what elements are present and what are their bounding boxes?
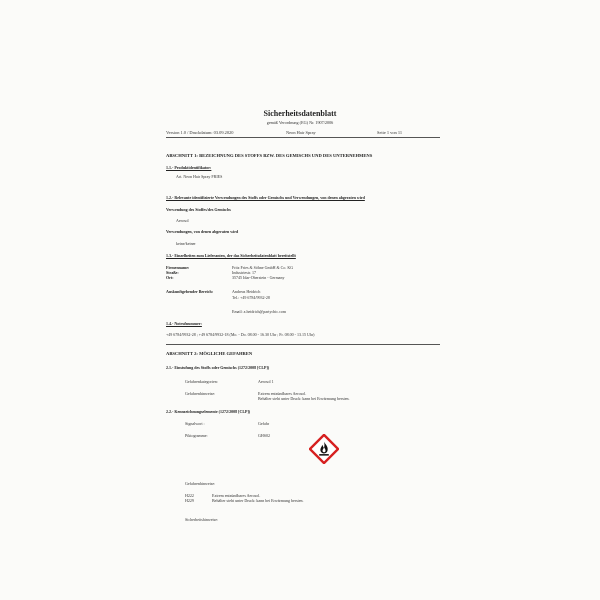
safety-statements-label: Sicherheitshinweise: — [185, 517, 219, 522]
s12-title: 1.2.- Relevante identifizierte Verwendungen des Stoffs oder Gemischs und Verwendungen, von denen abgeraten wird — [166, 195, 365, 200]
category-label: Gefahrenkategorien: — [185, 379, 218, 384]
s14-title: 1.4.- Notrufnummer: — [166, 321, 202, 326]
s11-value: Art. Neon Hair Spray FRIES — [176, 174, 223, 179]
signal-label: Signalwort : — [185, 421, 205, 426]
version-info: Version 1.0 / Druckdatum: 03.09.2020 — [166, 130, 234, 135]
street-value: Industriestr. 17 — [232, 270, 256, 275]
hazard-statements-label: Gefahrenhinweise: — [185, 481, 216, 486]
contact-name: Andreas Heidrich — [232, 289, 261, 294]
s13-title: 1.3.- Einzelheiten zum Lieferanten, der das Sicherheitsdatenblatt bereitstellt — [166, 253, 296, 258]
use-label: Verwendung des Stoffes/des Gemischs — [166, 207, 231, 212]
product-name-header: Neon Hair Spray — [286, 130, 316, 135]
street-label: Straße: — [166, 270, 179, 275]
section-divider — [166, 344, 440, 345]
hint-label: Gefahrenhinweise: — [185, 391, 216, 396]
h229-text: Behälter steht unter Druck: kann bei Erwärmung bersten. — [212, 498, 304, 503]
firm-value: Fritz Fries & Söhne GmbH & Co. KG — [232, 265, 294, 270]
city-value: 35745 Idar-Oberstein - Germany — [232, 275, 285, 280]
s14-value: +49 6784/9932-28 ; +49 6784/9932-18 (Mo. - Do. 08.00 - 16.30 Uhr ; Fr. 08.00 - 13.15 Uhr) — [166, 332, 315, 337]
s22-title: 2.2.- Kennzeichnungselemente (1272/2008 [CLP]) — [166, 409, 251, 414]
s21-title: 2.1.- Einstufung des Stoffs oder Gemischs (1272/2008 [CLP]) — [166, 365, 270, 370]
use-value: Aerosol — [176, 218, 189, 223]
h222-text: Extrem entzündbares Aerosol. — [212, 493, 261, 498]
header-rule — [166, 137, 440, 138]
page-number: Seite 1 von 11 — [377, 130, 403, 135]
pictogram-value: GHS02 — [258, 433, 271, 438]
flame-hazard-icon — [309, 434, 339, 464]
category-value: Aerosol 1 — [258, 379, 274, 384]
section2-heading: ABSCHNITT 2: MÖGLICHE GEFAHREN — [166, 351, 253, 356]
section1-heading: ABSCHNITT 1: BEZEICHNUNG DES STOFFS BZW. DES GEMISCHS UND DES UNTERNEHMENS — [166, 153, 373, 158]
contact-label: Auskunftgebender Bereich: — [166, 289, 214, 294]
pictogram-label: Piktogramme: — [185, 433, 208, 438]
h222-code: H222 — [185, 493, 194, 498]
h229-code: H229 — [185, 498, 194, 503]
hint-line-2: Behälter steht unter Druck: kann bei Erwärmung bersten. — [258, 396, 350, 401]
advised-value: keine/keiner — [176, 241, 196, 246]
signal-value: Gefahr — [258, 421, 270, 426]
document-title: Sicherheitsdatenblatt — [263, 109, 337, 118]
city-label: Ort: — [166, 275, 174, 280]
advised-label: Verwendungen, von denen abgeraten wird — [166, 229, 239, 234]
contact-email: Email: a.heidrich@partychic.com — [232, 309, 286, 314]
s11-title: 1.1.- Produktidentifikator: — [166, 165, 212, 170]
regulation-note: gemäß Verordnung (EG) Nr. 1907/2006 — [266, 120, 334, 125]
firm-label: Firmenname: — [166, 265, 190, 270]
hint-line-1: Extrem entzündbares Aerosol. — [258, 391, 307, 396]
contact-phone: Tel.: +49 6784/9932-28 — [232, 295, 270, 300]
